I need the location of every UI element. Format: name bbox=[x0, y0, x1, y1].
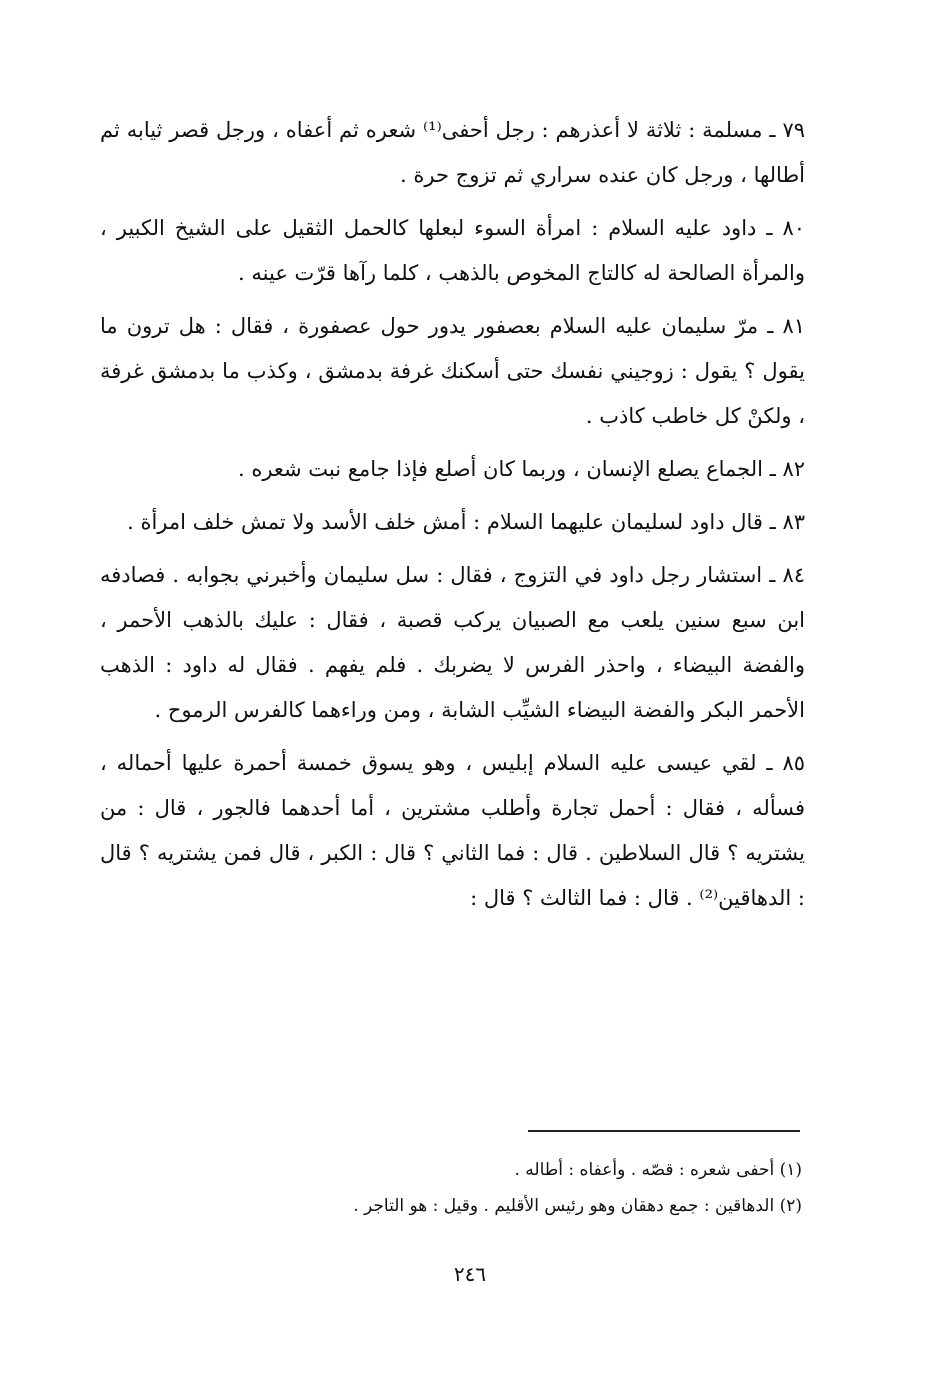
paragraph-84: ٨٤ ـ استشار رجل داود في التزوج ، فقال : سل سليمان وأخبرني بجوابه . فصادفه ابن سبع سنين يلعب مع الصبيان يركب قصبة ، فقال : عليك بالذهب الأحمر ، والفضة البيضاء ، واحذر الفرس لا يضربك . فلم يفهم . فقال له داود : الذهب الأحمر البكر والفضة البيضاء الشيِّب الشابة ، ومن وراءهما كالفرس الرموح . bbox=[100, 563, 805, 722]
paragraph-81: ٨١ ـ مرّ سليمان عليه السلام بعصفور يدور حول عصفورة ، فقال : هل ترون ما يقول ؟ يقول : زوجيني نفسك حتى أسكنك غرفة بدمشق ، وكذب ما بدمشق غرفة ، ولكنْ كل خاطب كاذب . bbox=[100, 314, 805, 428]
paragraph-83: ٨٣ ـ قال داود لسليمان عليهما السلام : أمش خلف الأسد ولا تمش خلف امرأة . bbox=[127, 510, 805, 534]
paragraph-82: ٨٢ ـ الجماع يصلع الإنسان ، وربما كان أصلع فإذا جامع نبت شعره . bbox=[237, 457, 805, 481]
footnotes bbox=[260, 1152, 802, 1224]
footnote-divider bbox=[528, 1130, 800, 1132]
footnote-1: (١) أحفى شعره : قصّه . وأعفاه : أطاله . bbox=[514, 1160, 802, 1180]
paragraph-85: ٨٥ ـ لقي عيسى عليه السلام إبليس ، وهو يسوق خمسة أحمرة عليها أحماله ، فسأله ، فقال : أحمل تجارة وأطلب مشترين ، أما أحدهما فالجور ، قال : من يشتريه ؟ قال السلاطين . قال : فما الثاني ؟ قال : الكبر ، قال فمن يشتريه ؟ قال : الدهاقين⁽²⁾ . قال : فما الثالث ؟ قال : bbox=[100, 751, 805, 910]
footnote-2: (٢) الدهاقين : جمع دهقان وهو رئيس الأقليم . وقيل : هو التاجر . bbox=[353, 1196, 802, 1216]
main-text bbox=[100, 108, 805, 929]
paragraph-79: ٧٩ ـ مسلمة : ثلاثة لا أعذرهم : رجل أحفى⁽¹⁾ شعره ثم أعفاه ، ورجل قصر ثيابه ثم أطالها ، ورجل كان عنده سراري ثم تزوج حرة . bbox=[100, 118, 806, 187]
paragraph-80: ٨٠ ـ داود عليه السلام : امرأة السوء لبعلها كالحمل الثقيل على الشيخ الكبير ، والمرأة الصالحة له كالتاج المخوص بالذهب ، كلما رآها قرّت عينه . bbox=[100, 216, 805, 285]
page-number: ٢٤٦ bbox=[453, 1262, 487, 1286]
